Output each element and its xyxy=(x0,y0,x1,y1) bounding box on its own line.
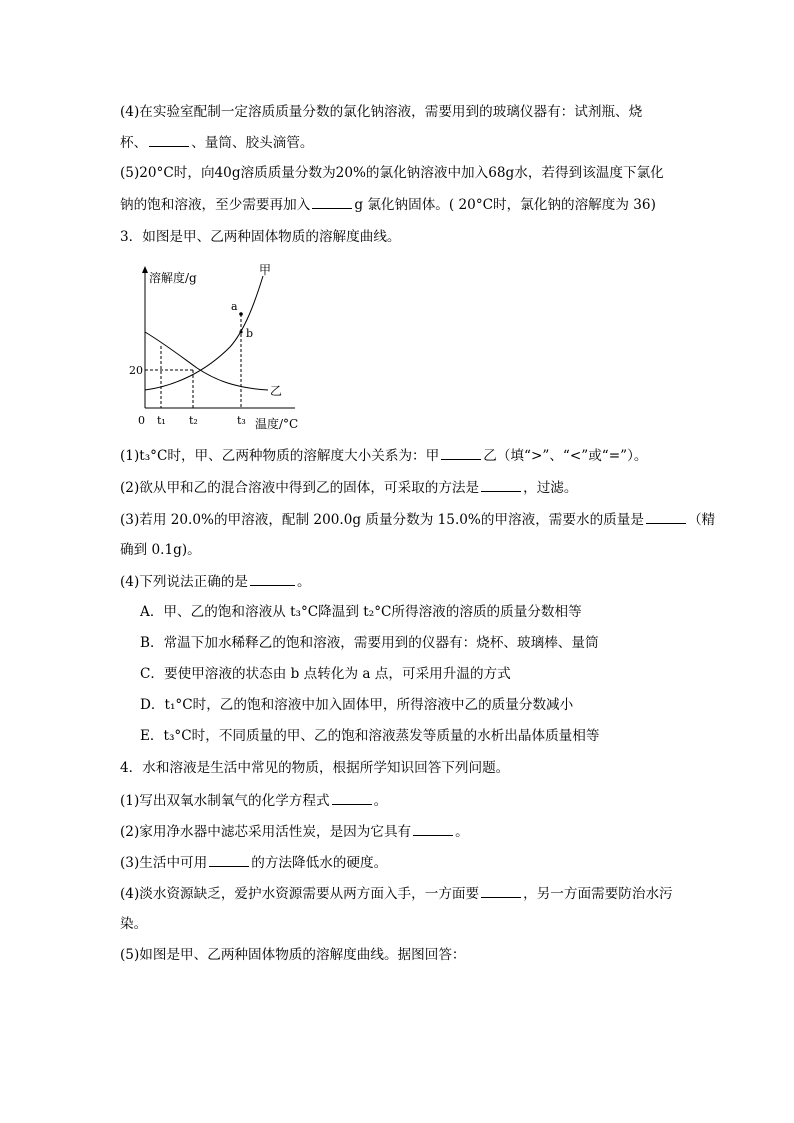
q4-part2: (2)家用净水器中滤芯采用活性炭，是因为它具有 。 xyxy=(120,821,469,842)
option-c: C．要使甲溶液的状态由 b 点转化为 a 点，可采用升温的方式 xyxy=(140,666,511,682)
answer-blank[interactable] xyxy=(312,194,352,209)
answer-blank[interactable] xyxy=(332,790,372,805)
q4-part4-line2: 染。 xyxy=(120,916,148,932)
solubility-curve-figure xyxy=(129,262,305,432)
q2-part5-line1: (5)20°C时，向40g溶质质量分数为20%的氯化钠溶液中加入68g水，若得到该温度下氯化 xyxy=(120,165,664,181)
x-tick-t1: t₁ xyxy=(157,414,166,427)
x-tick-t2: t₂ xyxy=(189,414,198,427)
option-e: E．t₃°C时，不同质量的甲、乙的饱和溶液蒸发等质量的水析出晶体质量相等 xyxy=(140,728,600,744)
q3-part3-line1: (3)若用 20.0%的甲溶液，配制 200.0g 质量分数为 15.0%的甲溶液，需要水的质量是 （精 xyxy=(120,509,715,530)
q4-part3: (3)生活中可用 的方法降低水的硬度。 xyxy=(120,852,387,873)
x-axis-label: 温度/°C xyxy=(255,417,299,431)
question-3-title: 3．如图是甲、乙两种固体物质的溶解度曲线。 xyxy=(120,229,401,245)
answer-blank[interactable] xyxy=(646,509,686,524)
q2-part4-line1: (4)在实验室配制一定溶质质量分数的氯化钠溶液，需要用到的玻璃仪器有：试剂瓶、烧 xyxy=(120,104,643,120)
q3-part2: (2)欲从甲和乙的混合溶液中得到乙的固体，可采取的方法是 ，过滤。 xyxy=(120,477,577,498)
y-axis-label: 溶解度/g xyxy=(149,271,197,285)
point-b-label: b xyxy=(246,327,254,340)
q3-part4: (4)下列说法正确的是 。 xyxy=(120,571,311,592)
option-a: A．甲、乙的饱和溶液从 t₃°C降温到 t₂°C所得溶液的溶质的质量分数相等 xyxy=(140,604,582,620)
answer-blank[interactable] xyxy=(413,821,453,836)
q4-part1: (1)写出双氧水制氧气的化学方程式 。 xyxy=(120,790,387,811)
point-b xyxy=(239,330,242,333)
answer-blank[interactable] xyxy=(250,571,295,586)
answer-blank[interactable] xyxy=(481,883,521,898)
q2-part5-line2: 钠的饱和溶液，至少需要再加入 g 氯化钠固体。( 20°C时，氯化钠的溶解度为 36) xyxy=(120,194,656,215)
q2-part4-line2: 杯、 、量筒、胶头滴管。 xyxy=(120,132,314,153)
curve-yi xyxy=(145,332,268,390)
series-yi-label: 乙 xyxy=(270,384,283,398)
point-a xyxy=(239,312,243,316)
point-a-label: a xyxy=(231,300,238,313)
q4-part5: (5)如图是甲、乙两种固体物质的溶解度曲线。据图回答： xyxy=(120,947,466,963)
option-b: B．常温下加水稀释乙的饱和溶液，需要用到的仪器有：烧杯、玻璃棒、量筒 xyxy=(140,635,599,651)
answer-blank[interactable] xyxy=(149,132,189,147)
question-4-title: 4．水和溶液是生活中常见的物质，根据所学知识回答下列问题。 xyxy=(120,760,510,776)
y-tick-20: 20 xyxy=(129,364,143,377)
series-jia-label: 甲 xyxy=(259,263,272,277)
x-tick-t3: t₃ xyxy=(237,414,246,427)
y-axis-arrow xyxy=(142,266,148,273)
answer-blank[interactable] xyxy=(441,445,481,460)
option-d: D．t₁°C时，乙的饱和溶液中加入固体甲，所得溶液中乙的质量分数减小 xyxy=(140,697,574,713)
origin-label: 0 xyxy=(138,414,145,427)
q3-part3-line2: 确到 0.1g)。 xyxy=(120,542,201,558)
answer-blank[interactable] xyxy=(209,852,249,867)
answer-blank[interactable] xyxy=(481,477,521,492)
q3-part1: (1)t₃°C时，甲、乙两种物质的溶解度大小关系为：甲 乙（填“>”、“<”或“=”）。 xyxy=(120,445,647,466)
q4-part4-line1: (4)淡水资源缺乏，爱护水资源需要从两方面入手，一方面要 ，另一方面需要防治水污 xyxy=(120,883,673,904)
